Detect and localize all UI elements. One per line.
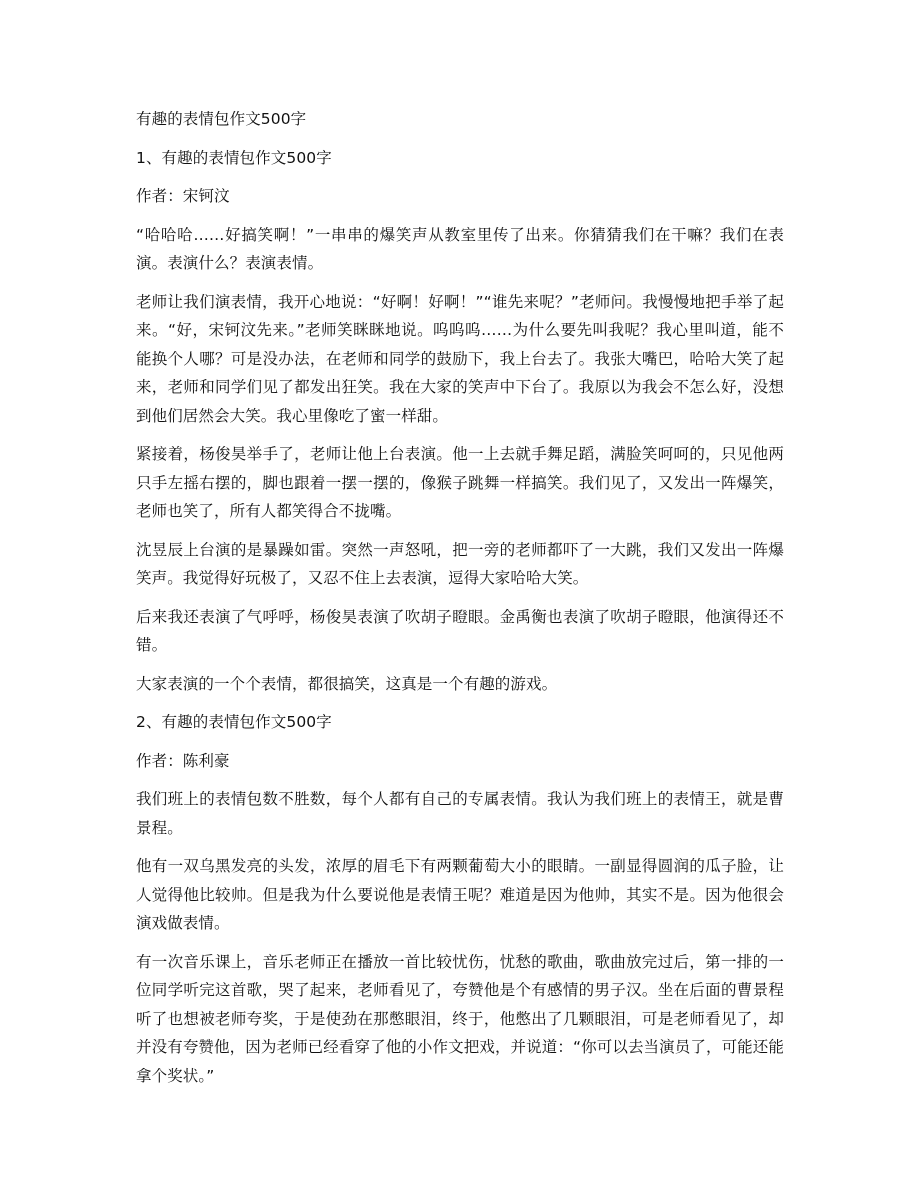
section-1-paragraph-2: 老师让我们演表情，我开心地说：“好啊！好啊！”“谁先来呢？”老师问。我慢慢地把手举了起来。“好，宋钶汶先来。”老师笑眯眯地说。呜呜呜……为什么要先叫我呢？我心里叫道，能不能换个人哪？可是没办法，在老师和同学的鼓励下，我上台去了。我张大嘴巴，哈哈大笑了起来，老师和同学们见了都发出狂笑。我在大家的笑声中下台了。我原以为我会不怎么好，没想到他们居然会大笑。我心里像吃了蜜一样甜。	[136, 292, 784, 425]
section-1-paragraph-4: 沈昱辰上台演的是暴躁如雷。突然一声怒吼，把一旁的老师都吓了一大跳，我们又发出一阵爆笑声。我觉得好玩极了，又忍不住上去表演，逗得大家哈哈大笑。	[136, 540, 784, 587]
section-1	[136, 144, 784, 699]
section-1-paragraph-6: 大家表演的一个个表情，都很搞笑，这真是一个有趣的游戏。	[136, 674, 558, 693]
section-2-author: 作者：陈利豪	[136, 751, 230, 770]
section-2-paragraph-3: 有一次音乐课上，音乐老师正在播放一首比较忧伤，忧愁的歌曲，歌曲放完过后，第一排的一位同学听完这首歌，哭了起来，老师看见了，夸赞他是个有感情的男子汉。坐在后面的曹景程听了也想被老师夸奖，于是使劲在那憋眼泪，终于，他憋出了几颗眼泪，可是老师看见了，却并没有夸赞他，因为老师已经看穿了他的小作文把戏，并说道：“你可以去当演员了，可能还能拿个奖状。”	[136, 952, 784, 1085]
section-1-heading: 1、有趣的表情包作文500字	[136, 148, 332, 167]
section-1-paragraph-5: 后来我还表演了气呼呼，杨俊昊表演了吹胡子瞪眼。金禹衡也表演了吹胡子瞪眼，他演得还不错。	[136, 607, 784, 654]
section-2-paragraph-2: 他有一双乌黑发亮的头发，浓厚的眉毛下有两颗葡萄大小的眼睛。一副显得圆润的瓜子脸，让人觉得他比较帅。但是我为什么要说他是表情王呢？难道是因为他帅，其实不是。因为他很会演戏做表情。	[136, 857, 784, 932]
document-title: 有趣的表情包作文500字	[136, 110, 307, 128]
section-2-paragraph-1: 我们班上的表情包数不胜数，每个人都有自己的专属表情。我认为我们班上的表情王，就是曹景程。	[136, 790, 784, 837]
section-1-paragraph-3: 紧接着，杨俊昊举手了，老师让他上台表演。他一上去就手舞足蹈，满脸笑呵呵的，只见他两只手左摇右摆的，脚也跟着一摆一摆的，像猴子跳舞一样搞笑。我们见了，又发出一阵爆笑，老师也笑了，所有人都笑得合不拢嘴。	[136, 445, 784, 520]
section-1-paragraph-1: “哈哈哈……好搞笑啊！”一串串的爆笑声从教室里传了出来。你猜猜我们在干嘛？我们在表演。表演什么？表演表情。	[136, 225, 784, 272]
section-2	[136, 708, 784, 1090]
section-2-heading: 2、有趣的表情包作文500字	[136, 713, 332, 731]
section-1-author: 作者：宋钶汶	[136, 187, 230, 205]
